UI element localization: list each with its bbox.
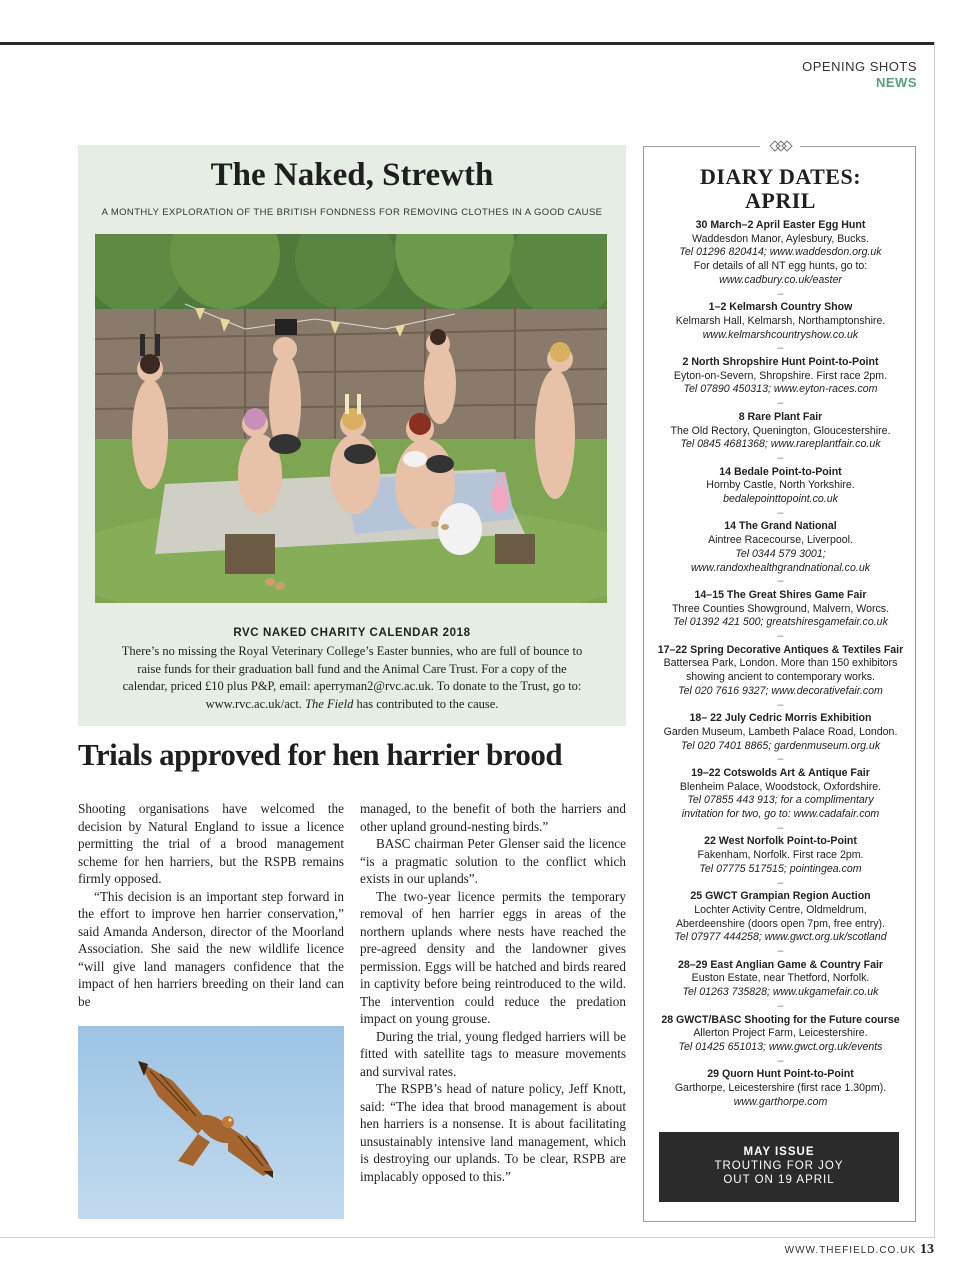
diary-event: [644, 466, 917, 507]
diary-separator: –: [777, 876, 784, 889]
diary-event-detail: Three Counties Showground, Malvern, Worcs.: [671, 602, 890, 615]
diary-event-detail: Garden Museum, Lambeth Palace Road, London.: [663, 725, 898, 738]
article-column-2: [360, 800, 626, 1185]
diary-event-detail: Eyton-on-Severn, Shropshire. First race 2pm.: [673, 369, 888, 382]
diary-event: [644, 520, 917, 575]
diary-event: [644, 301, 917, 342]
page-footer: [785, 1242, 934, 1258]
diary-event-detail: Tel 07775 517515; pointingea.com: [699, 862, 862, 875]
diary-separator: –: [777, 1054, 784, 1067]
promo-title: MAY ISSUE: [743, 1146, 815, 1158]
right-rule: [934, 42, 935, 1237]
diary-event-title: 2 North Shropshire Hunt Point-to-Point: [682, 356, 879, 368]
diary-event-detail: www.randoxhealthgrandnational.co.uk: [690, 561, 871, 574]
diary-title: [644, 165, 917, 213]
diary-event-detail: www.kelmarshcountryshow.co.uk: [702, 328, 859, 341]
diary-separator: –: [777, 397, 784, 410]
diary-event-title: 17–22 Spring Decorative Antiques & Textiles Fair: [657, 643, 904, 656]
diary-event-detail: Tel 07977 444258; www.gwct.org.uk/scotland: [674, 931, 887, 944]
diary-event-detail: bedalepointtopoint.co.uk: [723, 493, 838, 505]
diary-event-detail: showing ancient to contemporary works.: [685, 671, 875, 684]
caption-end: has contributed to the cause.: [356, 696, 499, 711]
diary-event: [644, 835, 917, 876]
diary-event-detail: Tel 07855 443 913; for a complimentary: [687, 794, 874, 807]
diary-event-detail: Waddesdon Manor, Aylesbury, Bucks.: [691, 232, 870, 245]
diary-event-detail: Tel 020 7401 8865; gardenmuseum.org.uk: [680, 739, 881, 752]
diary-event: [644, 959, 917, 1000]
hen-harrier-photo: [78, 1026, 344, 1219]
diary-event-detail: Tel 07890 450313; www.eyton-races.com: [683, 383, 878, 396]
diary-event-detail: Allerton Project Farm, Leicestershire.: [693, 1027, 868, 1040]
article-paragraph: BASC chairman Peter Glenser said the licence “is a pragmatic solution to the conflict which exists in our uplands”.: [360, 836, 626, 886]
diary-event-title: 8 Rare Plant Fair: [738, 410, 823, 423]
diary-event-detail: Tel 01392 421 500; greatshiresgamefair.co.uk: [673, 616, 888, 629]
article-paragraph: managed, to the benefit of both the harriers and other upland ground-nesting birds.”: [360, 801, 626, 834]
promo-date: OUT ON 19 APRIL: [723, 1174, 835, 1186]
diary-event-detail: Tel 01296 820414; www.waddesdon.org.uk: [679, 246, 882, 259]
diary-box: [643, 146, 916, 1222]
diary-event-title: 29 Quorn Hunt Point-to-Point: [707, 1068, 854, 1081]
diary-event-detail: Tel 020 7616 9327; www.decorativefair.com: [678, 684, 883, 697]
diary-event: [644, 767, 917, 822]
diary-events: [644, 219, 917, 1109]
feature-title: The Naked, Strewth: [210, 157, 494, 193]
diary-title-line2: APRIL: [745, 188, 816, 213]
top-rule: [0, 42, 934, 45]
diary-separator: –: [777, 999, 784, 1012]
diary-event: [644, 589, 917, 630]
diary-event-detail: www.cadbury.co.uk/easter: [719, 273, 842, 286]
diary-separator: –: [777, 945, 784, 958]
diary-event-detail: Fakenham, Norfolk. First race 2pm.: [697, 849, 864, 862]
diary-event-title: 14–15 The Great Shires Game Fair: [694, 588, 867, 601]
diary-title-line1: DIARY DATES:: [699, 164, 862, 189]
diary-separator: –: [777, 821, 784, 834]
diary-event: [644, 1068, 917, 1109]
diary-event-title: 25 GWCT Grampian Region Auction: [690, 890, 871, 903]
diary-event-title: 1–2 Kelmarsh Country Show: [708, 301, 853, 314]
promo-headline: TROUTING FOR JOY: [714, 1160, 844, 1172]
diary-event: [644, 712, 917, 753]
calendar-photo-illustration: [95, 234, 607, 603]
diary-event: [644, 219, 917, 288]
article-column-1: [78, 800, 344, 1010]
diary-event-detail: Aintree Racecourse, Liverpool.: [708, 534, 853, 547]
diary-event-title: 19–22 Cotswolds Art & Antique Fair: [691, 766, 870, 779]
feature-subtitle: A MONTHLY EXPLORATION OF THE BRITISH FONDNESS FOR REMOVING CLOTHES IN A GOOD CAUSE: [101, 207, 603, 218]
diary-event-title: 14 The Grand National: [724, 520, 837, 533]
diary-separator: –: [777, 287, 784, 300]
diary-event-detail: Battersea Park, London. More than 150 exhibitors: [663, 657, 898, 670]
diary-event: [644, 644, 917, 699]
caption-publication: The Field: [305, 696, 354, 711]
diary-event-title: 30 March–2 April Easter Egg Hunt: [695, 219, 866, 231]
diary-event-detail: Kelmarsh Hall, Kelmarsh, Northamptonshire.: [675, 314, 886, 327]
diary-event: [644, 411, 917, 452]
diary-event-detail: Aberdeenshire (doors open 7pm, free entry).: [675, 917, 886, 930]
footer-url: WWW.THEFIELD.CO.UK: [784, 1245, 916, 1256]
diary-separator: –: [777, 698, 784, 711]
diary-separator: –: [777, 575, 784, 588]
caption-body: [114, 643, 590, 713]
diary-separator: –: [777, 342, 784, 355]
diary-event-title: 28 GWCT/BASC Shooting for the Future course: [661, 1013, 900, 1026]
diary-event: [644, 890, 917, 945]
article-paragraph: The two-year licence permits the temporary removal of hen harrier eggs in areas of the northern uplands where nests have reached the pre-agreed density and the landowner gives permission. Eggs will be hatched and birds reared in captivity before being reintroduced to the wild. The intervention could reduce the predation impact on young grouse.: [360, 888, 626, 1026]
diary-event-detail: For details of all NT egg hunts, go to:: [693, 260, 868, 273]
diary-separator: –: [777, 630, 784, 642]
hen-harrier-illustration: [78, 1026, 344, 1219]
diary-event-title: 22 West Norfolk Point-to-Point: [704, 835, 857, 848]
diary-event-detail: Euston Estate, near Thetford, Norfolk.: [691, 972, 870, 985]
caption-text: There’s no missing the Royal Veterinary College’s Easter bunnies, who are full of bounce to raise funds for their graduation ball fund and the Animal Care Trust. For a copy of the calendar, priced £10 plus P&P, email: aperryman2@rvc.ac.uk. To donate to the Trust, go to: www.rvc.ac.uk/act.: [121, 644, 583, 711]
diary-event-title: 28–29 East Anglian Game & Country Fair: [677, 958, 884, 971]
caption-heading: RVC NAKED CHARITY CALENDAR 2018: [233, 627, 471, 639]
diary-event-detail: invitation for two, go to: www.cadafair.com: [681, 808, 880, 821]
section-label: [802, 59, 917, 91]
article-paragraph: During the trial, young fledged harriers will be fitted with satellite tags to measure movements and survival rates.: [360, 1028, 626, 1079]
may-issue-promo: [659, 1132, 899, 1202]
diary-event-detail: The Old Rectory, Quenington, Gloucestershire.: [670, 424, 891, 437]
diamond-ornament-icon: [760, 139, 800, 153]
diary-event-detail: Tel 01263 735828; www.ukgamefair.co.uk: [682, 986, 879, 999]
diary-event-detail: Tel 0845 4681368; www.rareplantfair.co.uk: [680, 438, 881, 451]
article-paragraph: “This decision is an important step forward in the effort to improve hen harrier conservation,” said Amanda Anderson, director of the Moorland Association. She said the new wildlife licence “will give land managers confidence that the impact of hen harriers breeding on their land can be: [78, 888, 344, 1009]
feature-panel: [78, 145, 626, 726]
diary-separator: –: [777, 753, 784, 766]
section-name: OPENING SHOTS: [802, 59, 917, 74]
page-number: 13: [920, 1242, 934, 1257]
diary-separator: –: [777, 451, 784, 464]
article-paragraph: Shooting organisations have welcomed the decision by Natural England to issue a licence permitting the trial of a brood management scheme for hen harriers, but the RSPB remains firmly opposed.: [78, 801, 344, 886]
diary-event-detail: Garthorpe, Leicestershire (first race 1.30pm).: [674, 1082, 887, 1095]
diary-event: [644, 356, 917, 397]
diary-event-detail: Lochter Activity Centre, Oldmeldrum,: [694, 903, 867, 916]
diary-event-detail: www.garthorpe.com: [733, 1095, 828, 1108]
diary-event-detail: Hornby Castle, North Yorkshire.: [706, 479, 855, 492]
diary-event-title: 14 Bedale Point-to-Point: [719, 465, 842, 478]
diary-event-detail: Tel 0344 579 3001;: [735, 547, 826, 560]
article-headline: Trials approved for hen harrier brood: [78, 737, 563, 772]
diary-event-detail: Tel 01425 651013; www.gwct.org.uk/events: [678, 1040, 883, 1053]
bottom-rule: [0, 1237, 935, 1238]
diary-event-detail: Blenheim Palace, Woodstock, Oxfordshire.: [679, 780, 882, 793]
article-paragraph: The RSPB’s head of nature policy, Jeff Knott, said: “The idea that brood management is about hen harriers is a nonsense. It is about facilitating unsustainably intensive land management, which is destroying our uplands. To be clear, RSPB are implacably opposed to this.”: [360, 1081, 626, 1184]
diary-event: [644, 1014, 917, 1055]
calendar-photo: [95, 234, 607, 603]
diary-event-title: 18– 22 July Cedric Morris Exhibition: [689, 712, 872, 725]
section-category: NEWS: [876, 75, 917, 90]
diary-separator: –: [777, 506, 784, 519]
